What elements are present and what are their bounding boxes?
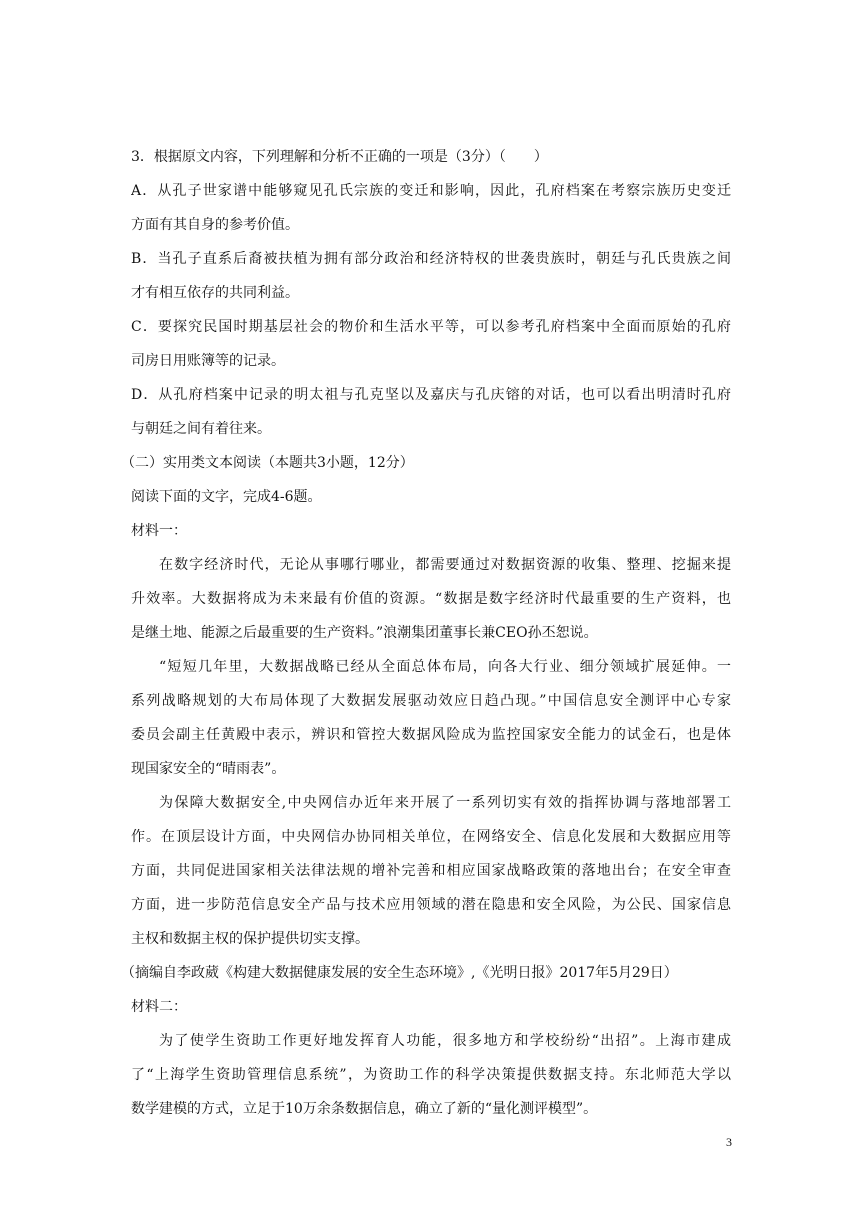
paragraph-line: 升效率。大数据将成为未来最有价值的资源。“数据是数字经济时代最重要的生产资料，也 — [131, 591, 731, 607]
paragraph-line: 作。在顶层设计方面，中央网信办协同相关单位，在网络安全、信息化发展和大数据应用等 — [131, 829, 731, 845]
material-1-title: 材料一： — [131, 523, 187, 539]
paragraph-line: 了“上海学生资助管理信息系统”，为资助工作的科学决策提供数据支持。东北师范大学以 — [131, 1067, 731, 1083]
paragraph-line: 方面，进一步防范信息安全产品与技术应用领域的潜在隐患和安全风险，为公民、国家信息 — [131, 897, 731, 913]
paragraph-line: 委员会副主任黄殿中表示，辨识和管控大数据风险成为监控国家安全能力的试金石，也是体 — [131, 727, 731, 743]
option-c-line-1: C．要探究民国时期基层社会的物价和生活水平等，可以参考孔府档案中全面而原始的孔府 — [131, 319, 731, 335]
page-content — [121, 140, 731, 1126]
question-3-stem: 3．根据原文内容，下列理解和分析不正确的一项是（3分）（ ） — [131, 149, 548, 165]
material-2-paragraph-1 — [131, 1024, 731, 1126]
paragraph-line: 主权和数据主权的保护提供切实支撑。 — [131, 931, 369, 947]
material-1-paragraph-2 — [131, 650, 731, 786]
paragraph-line: 方面，共同促进国家相关法律法规的增补完善和相应国家战略政策的落地出台；在安全审查 — [131, 863, 731, 879]
material-1-source: （摘编自李政葳《构建大数据健康发展的安全生态环境》,《光明日报》2017年5月29日） — [121, 965, 678, 981]
paragraph-line: 在数字经济时代，无论从事哪行哪业，都需要通过对数据资源的收集、整理、挖掘来提 — [159, 557, 731, 573]
option-c-line-2: 司房日用账簿等的记录。 — [131, 353, 285, 369]
option-c — [131, 310, 731, 378]
paragraph-line: 是继土地、能源之后最重要的生产资料。”浪潮集团董事长兼CEO孙丕恕说。 — [131, 625, 598, 641]
option-d — [131, 378, 731, 446]
section-instruction: 阅读下面的文字，完成4-6题。 — [131, 489, 322, 505]
option-a-line-1: A．从孔子世家谱中能够窥见孔氏宗族的变迁和影响，因此，孔府档案在考察宗族历史变迁 — [131, 183, 731, 199]
option-a-line-2: 方面有其自身的参考价值。 — [131, 217, 299, 233]
paragraph-line: 现国家安全的“晴雨表”。 — [131, 761, 286, 777]
paragraph-line: 为了使学生资助工作更好地发挥育人功能，很多地方和学校纷纷“出招”。上海市建成 — [159, 1033, 731, 1049]
option-b — [131, 242, 731, 310]
option-b-line-1: B．当孔子直系后裔被扶植为拥有部分政治和经济特权的世袭贵族时，朝廷与孔氏贵族之间 — [131, 251, 731, 267]
material-1-paragraph-1 — [131, 548, 731, 650]
option-a — [131, 174, 731, 242]
material-2-title: 材料二： — [131, 999, 187, 1015]
paragraph-line: 系列战略规划的大布局体现了大数据发展驱动效应日趋凸现。”中国信息安全测评中心专家 — [131, 693, 731, 709]
option-d-line-2: 与朝廷之间有着往来。 — [131, 421, 271, 437]
section-heading: （二）实用类文本阅读（本题共3小题，12分） — [121, 455, 414, 471]
paragraph-line: 数学建模的方式，立足于10万余条数据信息，确立了新的“量化测评模型”。 — [131, 1101, 598, 1117]
option-b-line-2: 才有相互依存的共同利益。 — [131, 285, 299, 301]
option-d-line-1: D．从孔府档案中记录的明太祖与孔克坚以及嘉庆与孔庆镕的对话，也可以看出明清时孔府 — [131, 387, 731, 403]
material-1-paragraph-3 — [131, 786, 731, 956]
page-number: 3 — [726, 1135, 732, 1149]
paragraph-line: 为保障大数据安全,中央网信办近年来开展了一系列切实有效的指挥协调与落地部署工 — [159, 795, 731, 811]
paragraph-line: “短短几年里，大数据战略已经从全面总体布局，向各大行业、细分领域扩展延伸。一 — [159, 659, 731, 675]
